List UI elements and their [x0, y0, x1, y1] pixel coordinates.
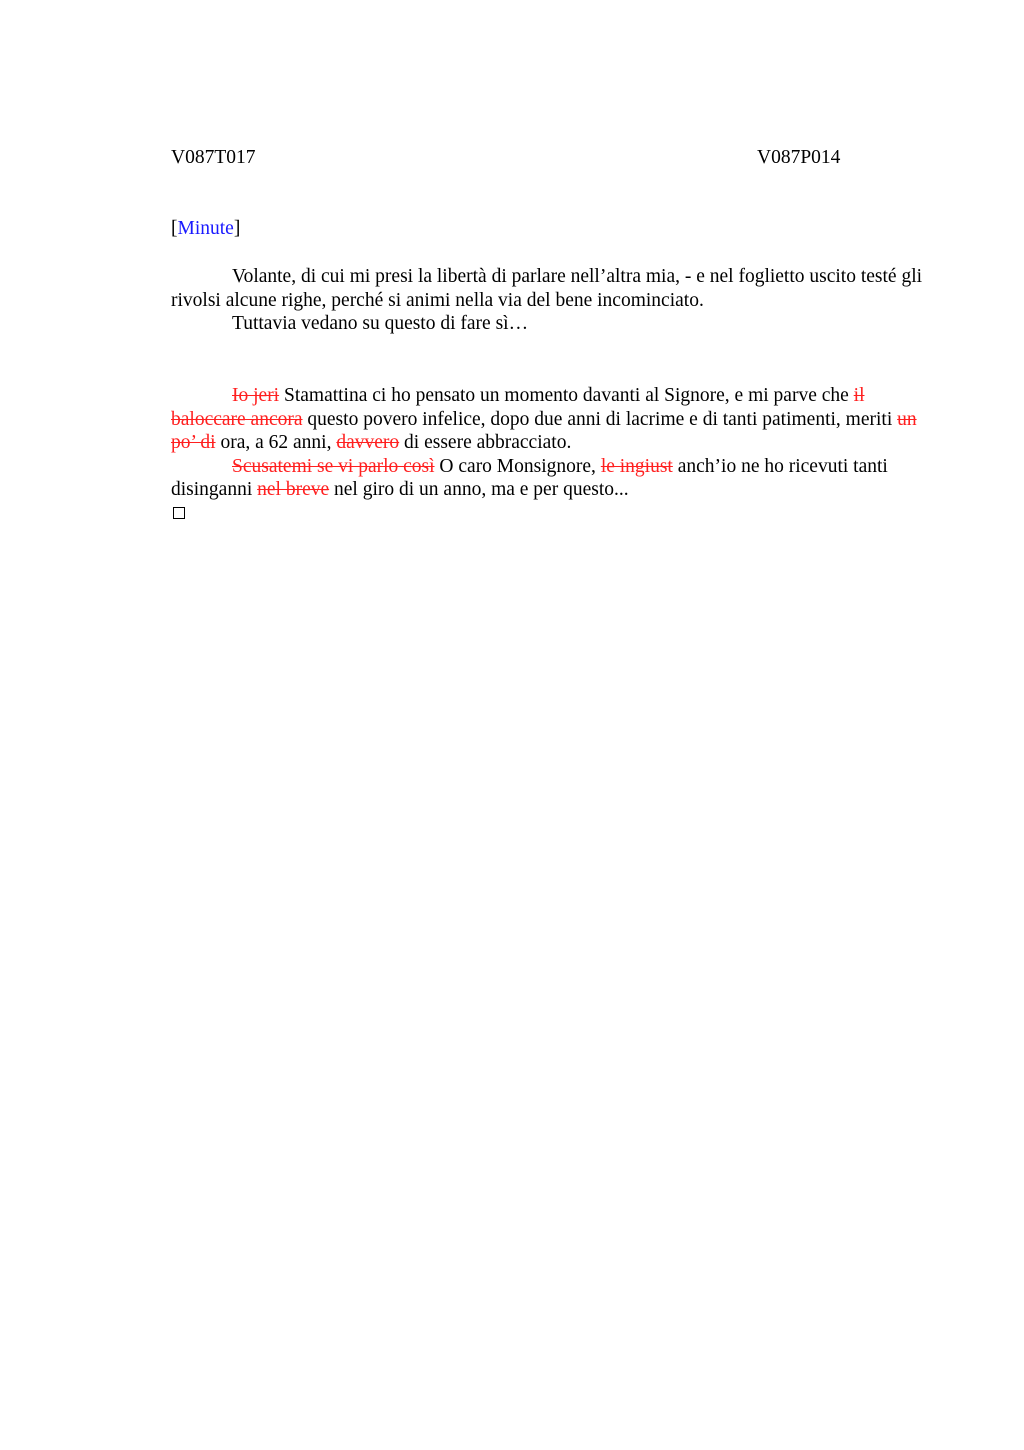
text-run: O caro Monsignore, [434, 455, 601, 477]
text-run: di essere abbracciato. [399, 432, 572, 453]
deleted-text: un po’ di [171, 408, 917, 453]
text-block-intro [171, 265, 931, 336]
deleted-text: Scusatemi se vi parlo così [232, 455, 435, 477]
deleted-text: il baloccare ancora [171, 385, 865, 430]
document-code-left: V087T017 [171, 147, 256, 168]
section-label [171, 217, 240, 241]
paragraph: Volante, di cui mi presi la libertà di parlare nell’altra mia, - e nel foglietto uscito testé gli rivolsi alcune righe, perché si animi nella via del bene incominciato. [171, 266, 923, 311]
close-bracket: ] [233, 218, 241, 239]
paragraph: Tuttavia vedano su questo di fare sì… [232, 313, 529, 334]
paragraph-draft-1 [171, 384, 931, 455]
open-bracket: [ [171, 218, 178, 239]
deleted-text: nel breve [257, 479, 330, 500]
deleted-text: davvero [336, 432, 400, 453]
text-run: questo povero infelice, dopo due anni di lacrime e di tanti patimenti, meriti [302, 408, 898, 430]
text-run: Stamattina ci ho pensato un momento davanti al Signore, e mi parve che [279, 385, 854, 406]
deleted-text: Io jeri [232, 385, 280, 406]
deleted-text: le ingiust [600, 455, 673, 477]
section-label-text: Minute [177, 218, 234, 239]
paragraph-draft-2 [171, 455, 931, 502]
document-code-right: V087P014 [757, 147, 841, 168]
text-run: ora, a 62 anni, [215, 432, 337, 453]
text-run: anch’io ne ho ricevuti tanti disinganni [171, 455, 888, 500]
empty-square-icon [173, 507, 185, 519]
text-run: nel giro di un anno, ma e per questo... [329, 479, 629, 500]
text-block-draft [171, 384, 931, 502]
